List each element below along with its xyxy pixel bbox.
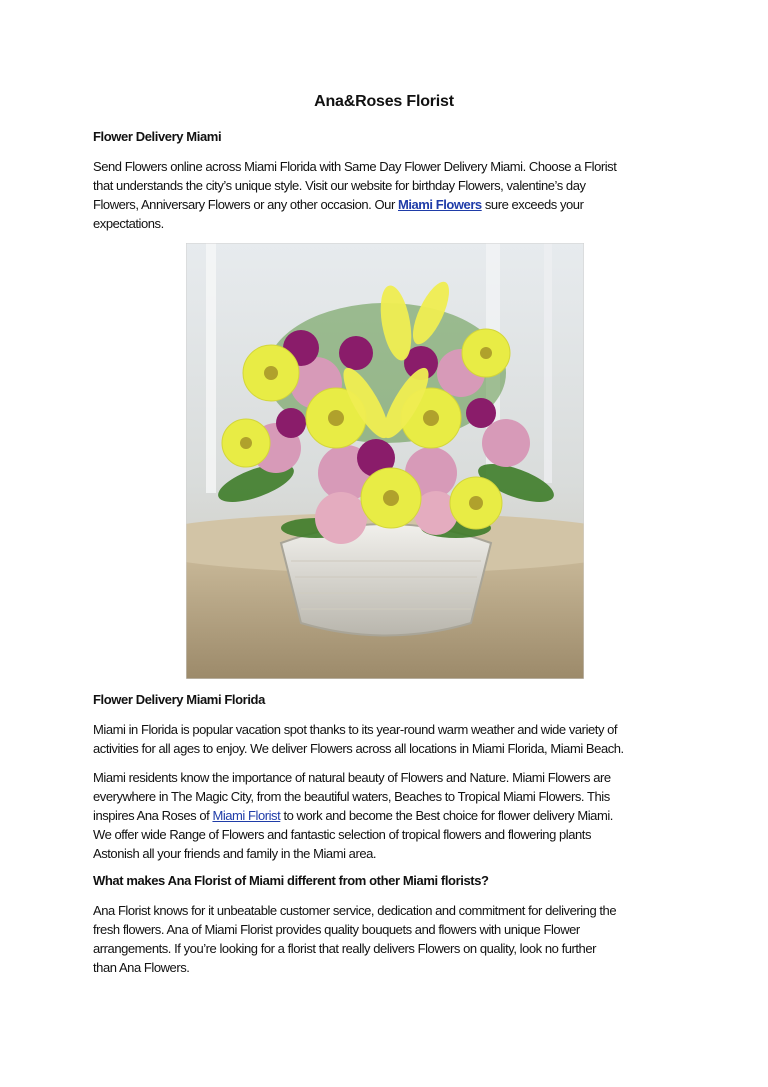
text-line: Send Flowers online across Miami Florida with Same Day Flower Delivery Miami. Choose a Florist: [93, 159, 617, 174]
miami-flowers-link[interactable]: Miami Flowers: [397, 197, 482, 212]
text-line: Ana Florist knows for it unbeatable customer service, dedication and commitment for delivering the: [93, 903, 617, 918]
text-line: Astonish all your friends and family in the Miami area.: [93, 846, 377, 861]
text-line: fresh flowers. Ana of Miami Florist provides quality bouquets and flowers with unique Flower: [93, 922, 580, 937]
intro-paragraph: [93, 157, 683, 233]
miami-florist-link[interactable]: Miami Florist: [212, 808, 281, 823]
text-line: expectations.: [93, 216, 164, 231]
text-line: [93, 806, 683, 825]
section-heading-what-makes-ana-florist-different: What makes Ana Florist of Miami different from other Miami florists?: [93, 873, 489, 888]
section-heading-flower-delivery-miami-florida: Flower Delivery Miami Florida: [93, 692, 265, 707]
section-heading-flower-delivery-miami: Flower Delivery Miami: [93, 129, 222, 144]
text-segment: inspires Ana Roses of: [93, 808, 213, 823]
service-paragraph: [93, 901, 683, 977]
text-line: everywhere in The Magic City, from the beautiful waters, Beaches to Tropical Miami Flowers. This: [93, 789, 610, 804]
text-line: We offer wide Range of Flowers and fantastic selection of tropical flowers and flowering plants: [93, 827, 591, 842]
document-title: Ana&Roses Florist: [314, 93, 454, 110]
text-segment: to work and become the Best choice for flower delivery Miami.: [280, 808, 613, 823]
text-line: activities for all ages to enjoy. We deliver Flowers across all locations in Miami Florida, Miami Beach.: [93, 741, 624, 756]
text-line: Miami residents know the importance of natural beauty of Flowers and Nature. Miami Flowers are: [93, 770, 611, 785]
text-line: that understands the city’s unique style. Visit our website for birthday Flowers, valentine’s day: [93, 178, 586, 193]
text-line: [93, 195, 683, 214]
residents-paragraph: [93, 768, 683, 863]
miami-paragraph: [93, 720, 683, 758]
text-line: than Ana Flowers.: [93, 960, 190, 975]
flower-basket-image: [186, 243, 584, 679]
text-segment: sure exceeds your: [481, 197, 584, 212]
text-segment: Flowers, Anniversary Flowers or any other occasion. Our: [93, 197, 398, 212]
text-line: Miami in Florida is popular vacation spot thanks to its year-round warm weather and wide variety of: [93, 722, 618, 737]
text-line: arrangements. If you’re looking for a florist that really delivers Flowers on quality, look no further: [93, 941, 597, 956]
